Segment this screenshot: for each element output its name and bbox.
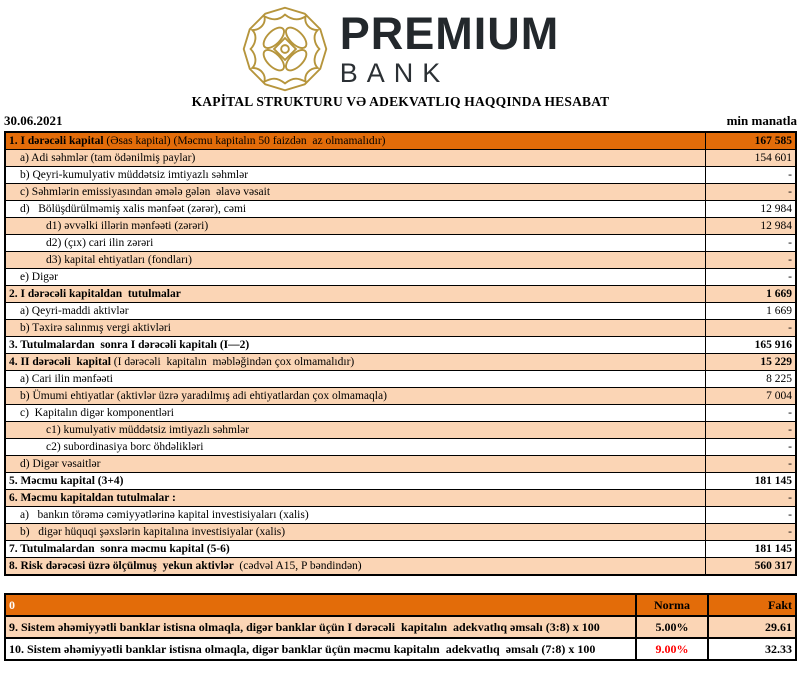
table-row — [5, 490, 796, 507]
table-row — [5, 132, 796, 150]
table-row — [5, 167, 796, 184]
row-value: 1 669 — [706, 286, 797, 303]
row-label-text: 3. Tutulmalardan sonra I dərəcəli kapitalı (I—2) — [9, 339, 250, 351]
table-row — [5, 507, 796, 524]
brand-subtitle: BANK — [339, 58, 450, 88]
row-label-text: c) Səhmlərin emissiyasından əmələ gələn əlavə vəsait — [20, 186, 271, 198]
row-label — [5, 558, 706, 576]
table-row — [5, 405, 796, 422]
row-label — [5, 456, 706, 473]
capital-structure-table — [4, 131, 797, 576]
row-value: 165 916 — [706, 337, 797, 354]
table-row — [5, 303, 796, 320]
row-label — [5, 354, 706, 371]
row-value: 15 229 — [706, 354, 797, 371]
row-label-text: d1) əvvəlki illərin mənfəəti (zərəri) — [46, 220, 209, 232]
table-row — [5, 235, 796, 252]
row-label-text: e) Digər — [20, 271, 58, 283]
row-label — [5, 286, 706, 303]
ratio-row-norma: 9.00% — [636, 638, 708, 660]
capital-structure-body — [5, 132, 796, 575]
row-label — [5, 150, 706, 167]
row-label — [5, 235, 706, 252]
row-label — [5, 320, 706, 337]
table-row — [5, 371, 796, 388]
row-label-text: a) Cari ilin mənfəəti — [20, 373, 113, 385]
unit-label: min manatla — [726, 113, 797, 128]
brand-text — [339, 8, 560, 88]
row-label-text: 4. II dərəcəli kapital — [9, 356, 111, 368]
table-row — [5, 388, 796, 405]
row-value: - — [706, 235, 797, 252]
ratio-row-label — [5, 638, 636, 660]
table-row — [5, 269, 796, 286]
row-label — [5, 132, 706, 150]
row-label-text: (cədvəl A15, P bəndindən) — [236, 560, 362, 572]
table-row — [5, 150, 796, 167]
row-label-text: 6. Məcmu kapitaldan tutulmalar : — [9, 492, 176, 504]
row-label — [5, 439, 706, 456]
row-label — [5, 473, 706, 490]
row-label-text: c) Kapitalın digər komponentləri — [20, 407, 174, 419]
row-label — [5, 524, 706, 541]
ratio-rows-body — [5, 616, 796, 660]
table-row — [5, 218, 796, 235]
row-label — [5, 269, 706, 286]
row-label-text: 5. Məcmu kapital (3+4) — [9, 475, 124, 487]
row-label — [5, 371, 706, 388]
table-row — [5, 337, 796, 354]
ratio-row-fakt: 29.61 — [708, 616, 796, 638]
row-label — [5, 507, 706, 524]
row-label — [5, 252, 706, 269]
row-value: 7 004 — [706, 388, 797, 405]
table-row — [5, 558, 796, 576]
row-value: 560 317 — [706, 558, 797, 576]
table-row — [5, 473, 796, 490]
row-label-text: (I dərəcəli kapitalın məbləğindən çox olmamalıdır) — [110, 356, 355, 368]
ratio-header-row — [5, 594, 796, 616]
row-value: 167 585 — [706, 132, 797, 150]
row-label-text: d2) (çıx) cari ilin zərəri — [46, 237, 154, 249]
table-row — [5, 422, 796, 439]
row-label — [5, 218, 706, 235]
row-label-text: 8. Risk dərəcəsi üzrə ölçülmuş yekun aktivlər — [9, 560, 237, 572]
row-value: - — [706, 439, 797, 456]
row-label-text: b) Təxirə salınmış vergi aktivləri — [20, 322, 171, 334]
row-value: - — [706, 269, 797, 286]
knot-emblem-icon — [242, 6, 328, 92]
row-label-text: c2) subordinasiya borc öhdəlikləri — [46, 441, 204, 453]
row-label-text: a) bankın törəmə cəmiyyətlərinə kapital investisiyaları (xalis) — [20, 509, 309, 521]
ratio-row-norma: 5.00% — [636, 616, 708, 638]
row-value: 1 669 — [706, 303, 797, 320]
row-label — [5, 337, 706, 354]
row-value: 8 225 — [706, 371, 797, 388]
row-value: - — [706, 167, 797, 184]
table-row — [5, 354, 796, 371]
ratio-row-label — [5, 616, 636, 638]
row-label-text: d3) kapital ehtiyatları (fondları) — [46, 254, 192, 266]
adequacy-ratio-table — [4, 593, 797, 661]
row-value: - — [706, 405, 797, 422]
row-label — [5, 167, 706, 184]
row-value: - — [706, 507, 797, 524]
table-row — [5, 184, 796, 201]
row-label-text: 2. I dərəcəli kapitaldan tutulmalar — [9, 288, 181, 300]
row-label-text: b) Qeyri-kumulyativ müddətsiz imtiyazlı səhmlər — [20, 169, 249, 181]
row-value: 154 601 — [706, 150, 797, 167]
row-label — [5, 490, 706, 507]
date-row — [4, 113, 797, 129]
row-label-text: d) Bölüşdürülməmiş xalis mənfəət (zərər), cəmi — [20, 203, 247, 215]
row-label — [5, 303, 706, 320]
table-row — [5, 286, 796, 303]
row-label-text: b) Ümumi ehtiyatlar (aktivlər üzrə yaradılmış adi ehtiyatlardan çox olmamaqla) — [20, 390, 387, 402]
brand-name: PREMIUM — [339, 8, 560, 59]
table-row — [5, 252, 796, 269]
table-row — [5, 320, 796, 337]
ratio-row — [5, 638, 796, 660]
row-value: - — [706, 524, 797, 541]
row-label-text: a) Qeyri-maddi aktivlər — [20, 305, 129, 317]
row-value: 12 984 — [706, 201, 797, 218]
table-row — [5, 439, 796, 456]
row-label-text: a) Adi səhmlər (tam ödənilmiş paylar) — [20, 152, 196, 164]
row-label — [5, 201, 706, 218]
row-label-text: 10. Sistem əhəmiyyətli banklar istisna olmaqla, digər banklar üçün məcmu kapitalın adekvatlıq əmsalı (7:8) x 100 — [9, 641, 596, 656]
report-date: 30.06.2021 — [4, 113, 63, 128]
row-label — [5, 388, 706, 405]
ratio-header-fakt: Fakt — [708, 594, 796, 616]
table-row — [5, 541, 796, 558]
row-value: - — [706, 456, 797, 473]
row-value: 181 145 — [706, 541, 797, 558]
table-row — [5, 456, 796, 473]
table-row — [5, 524, 796, 541]
row-label-text: 7. Tutulmalardan sonra məcmu kapital (5-6) — [9, 543, 230, 555]
ratio-row — [5, 616, 796, 638]
row-label-text: (Əsas kapital) (Məcmu kapitalın 50 faizdən az olmamalıdır) — [103, 135, 386, 147]
adequacy-ratio-body — [5, 594, 796, 616]
row-label — [5, 422, 706, 439]
row-label — [5, 184, 706, 201]
row-label-text: 1. I dərəcəli kapital — [9, 135, 104, 147]
ratio-header-col0: 0 — [5, 594, 636, 616]
row-value: 12 984 — [706, 218, 797, 235]
row-label — [5, 405, 706, 422]
ratio-row-fakt: 32.33 — [708, 638, 796, 660]
table-row — [5, 201, 796, 218]
row-value: - — [706, 252, 797, 269]
row-value: - — [706, 422, 797, 439]
row-label-text: d) Digər vəsaitlər — [20, 458, 101, 470]
row-label — [5, 541, 706, 558]
ratio-header-norma: Norma — [636, 594, 708, 616]
row-value: - — [706, 320, 797, 337]
row-value: - — [706, 490, 797, 507]
row-value: - — [706, 184, 797, 201]
bank-logo — [4, 0, 797, 93]
row-label-text: 9. Sistem əhəmiyyətli banklar istisna olmaqla, digər banklar üçün I dərəcəli kapitalın adekvatlıq əmsalı (3:8) x 100 — [9, 619, 600, 634]
page-title: KAPİTAL STRUKTURU VƏ ADEKVATLIQ HAQQINDA HESABAT — [191, 94, 610, 109]
row-value: 181 145 — [706, 473, 797, 490]
row-label-text: c1) kumulyativ müddətsiz imtiyazlı səhmlər — [46, 424, 250, 436]
row-label-text: b) digər hüquqi şəxslərin kapitalına investisiyalar (xalis) — [20, 526, 286, 538]
